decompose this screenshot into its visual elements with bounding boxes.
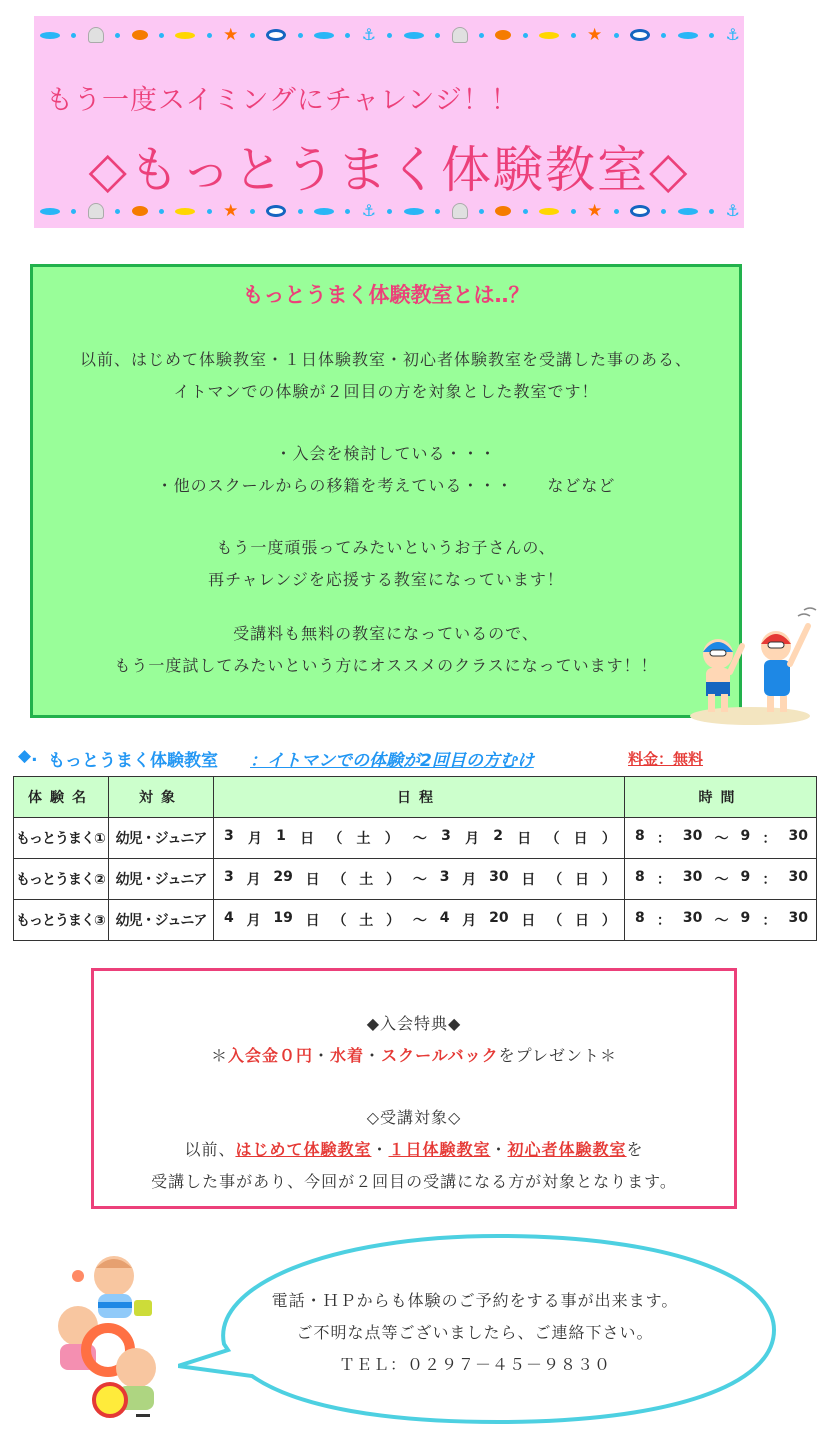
part: ～ [412,872,427,888]
text: ・ [371,1140,389,1159]
part: 月 [465,831,480,847]
cell-time [625,900,817,941]
part: 8 [635,828,645,844]
intro-line: 以前、はじめて体験教室・１日体験教室・初心者体験教室を受講した事のある、 [79,350,692,369]
table-row [14,859,817,900]
part: 4 [224,910,234,926]
part: 4 [439,910,450,926]
benefit-present-line [94,1043,734,1066]
part: 9 [740,828,751,844]
intro-line: もう一度頑張ってみたいというお子さんの、 [216,538,556,557]
part: ： [656,831,671,847]
part: 日 [575,872,590,888]
banner-subtitle: もう一度スイミングにチャレンジ！！ [46,85,519,116]
table-row [14,818,817,859]
part: 3 [441,828,451,844]
intro-line: 再チャレンジを応援する教室になっています！ [208,570,564,589]
cell-time [625,818,817,859]
intro-line: 受講料も無料の教室になっているので、 [233,624,539,643]
cell-name: もっとうまく① [14,818,109,859]
part: 月 [462,913,477,929]
part: ） [386,913,401,929]
part: 土 [359,913,374,929]
part: 30 [682,828,703,844]
part: 8 [635,910,645,926]
cell-target: 幼児・ジュニア [109,900,214,941]
part: （ [548,872,563,888]
highlight-entry-fee: 入会金０円 [228,1046,314,1065]
part: 30 [788,828,808,844]
part: （ [548,913,563,929]
cell-name: もっとうまく③ [14,900,109,941]
part: ～ [714,913,729,929]
contact-line-1: 電話・ＨＰからも体験のご予約をする事が出来ます。 [271,1291,679,1310]
header-target: 対象 [109,777,214,818]
cell-name: もっとうまく② [14,859,109,900]
highlight-one-day-trial: １日体験教室 [388,1140,491,1159]
text: ＊ [210,1046,228,1065]
part: 3 [224,828,234,844]
cell-date [214,818,625,859]
part: 土 [356,831,371,847]
banner-title: ◇もっとうまく体験教室◇ [88,141,690,199]
text: を [626,1140,644,1159]
date-parts [214,910,624,930]
intro-line: もう一度試してみたいという方にオススメのクラスになっています！！ [114,656,658,675]
target-line [94,1137,734,1160]
intro-line: ・他のスクールからの移籍を考えている・・・ などなど [156,476,616,495]
part: 月 [246,913,261,929]
part: ： [762,913,777,929]
part: 日 [305,913,320,929]
part: ： [656,872,671,888]
part: ） [384,831,399,847]
part: 2 [493,828,504,844]
decoration-border-bottom: ★ ⚓ ★ ⚓ [40,198,740,224]
cell-time [625,859,817,900]
part: （ [545,831,560,847]
part: ～ [412,831,427,847]
swimmer-kids-illustration [690,606,830,726]
time-parts [625,869,816,889]
date-parts [214,828,624,848]
section-fee: 料金：無料 [628,750,704,768]
part: 月 [247,831,262,847]
part: 9 [740,869,751,885]
time-parts [625,910,816,930]
part: 日 [575,913,590,929]
part: （ [332,872,347,888]
header-date: 日程 [214,777,625,818]
cell-date [214,859,625,900]
intro-line: ・入会を検討している・・・ [275,444,497,463]
cell-date [214,900,625,941]
part: ） [601,913,616,929]
text: ・ [313,1046,331,1065]
part: 1 [276,828,286,844]
highlight-beginner-trial: 初心者体験教室 [507,1140,627,1159]
header-name: 体験名 [14,777,109,818]
part: （ [332,913,347,929]
table-row [14,900,817,941]
part: 土 [359,872,374,888]
part: 日 [573,831,588,847]
highlight-school-bag: スクールバック [381,1046,499,1065]
part: ～ [714,872,729,888]
part: ： [762,831,777,847]
part: 月 [246,872,261,888]
part: ～ [412,913,427,929]
part: ） [601,872,616,888]
contact-phone: ＴＥＬ：０２９７－４５－９８３０ [338,1355,611,1374]
part: 3 [439,869,450,885]
text: をプレゼント＊ [498,1046,617,1065]
part: ： [656,913,671,929]
part: 30 [682,910,703,926]
contact-line-2: ご不明な点等ございましたら、ご連絡下さい。 [296,1323,654,1342]
intro-line: イトマンでの体験が２回目の方を対象とした教室です！ [173,382,599,401]
cell-target: 幼児・ジュニア [109,818,214,859]
part: 8 [635,869,645,885]
pig-characters-illustration [50,1250,180,1425]
section-bullet: ◆. [18,746,38,766]
header-time: 時間 [625,777,817,818]
time-parts [625,828,816,848]
part: 日 [305,872,320,888]
banner [34,16,744,228]
part: 日 [300,831,315,847]
schedule-table [13,776,817,941]
highlight-first-trial: はじめて体験教室 [235,1140,372,1159]
part: 30 [788,910,808,926]
cell-target: 幼児・ジュニア [109,859,214,900]
target-heading: ◇受講対象◇ [366,1108,462,1127]
table-header-row [14,777,817,818]
part: 19 [273,910,293,926]
section-title: もっとうまく体験教室 [48,751,218,771]
intro-box [30,264,742,718]
part: ～ [714,831,729,847]
part: 日 [517,831,532,847]
part: ： [762,872,777,888]
part: 3 [224,869,234,885]
part: ） [601,831,616,847]
part: 29 [273,869,293,885]
text: ・ [490,1140,508,1159]
part: 日 [521,913,536,929]
part: 30 [682,869,703,885]
part: 月 [462,872,477,888]
benefit-box [91,968,737,1209]
part: ） [386,872,401,888]
part: 30 [489,869,509,885]
section-target: ：イトマンでの体験が2回目の方むけ [250,751,534,771]
decoration-border-top: ★ ⚓ ★ ⚓ [40,22,740,48]
part: 30 [788,869,808,885]
text: 以前、 [184,1140,236,1159]
part: （ [328,831,343,847]
benefit-heading: ◆入会特典◆ [366,1014,462,1033]
target-line-2: 受講した事があり、今回が２回目の受講になる方が対象となります。 [151,1172,677,1191]
part: 20 [489,910,509,926]
date-parts [214,869,624,889]
part: 日 [521,872,536,888]
highlight-swimsuit: 水着 [330,1046,365,1065]
intro-heading: もっとうまく体験教室とは‥？ [242,283,530,307]
part: 9 [740,910,751,926]
text: ・ [364,1046,382,1065]
